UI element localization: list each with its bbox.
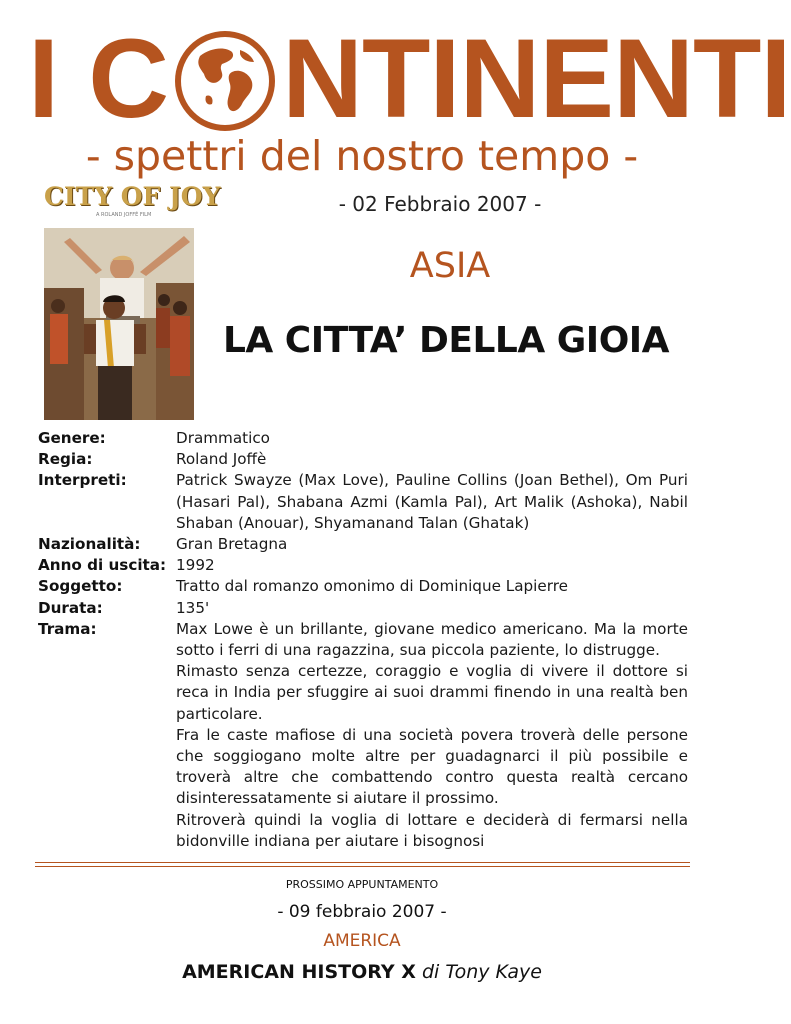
movie-poster-image [44, 228, 194, 420]
genere-value: Drammatico [176, 429, 270, 447]
title-left: I C [28, 16, 169, 141]
poster-logo-text: CITY OF JOY [44, 182, 221, 211]
regia-label: Regia: [38, 450, 93, 469]
interpreti-label: Interpreti: [38, 471, 127, 490]
trama-label: Trama: [38, 619, 97, 638]
nazionalita-label: Nazionalità: [38, 535, 141, 554]
next-film-title: AMERICAN HISTORY X [182, 961, 416, 983]
anno-value: 1992 [176, 556, 215, 575]
detail-row-regia [38, 449, 688, 470]
trama-paragraph: Ritroverà quindi la voglia di lottare e deciderà di fermarsi nella bidonville indiana per aiutare i bisognosi [176, 810, 688, 850]
title-right: NTINENTI [282, 16, 791, 141]
page-title [28, 16, 791, 141]
interpreti-value: Patrick Swayze (Max Love), Pauline Collins (Joan Bethel), Om Puri (Hasari Pal), Shabana Azmi (Kamla Pal), Art Malik (Ashoka), Nabil Shaban (Anouar), Shyamanand Talan (Ghatak) [176, 471, 688, 532]
detail-row-genere [38, 428, 688, 449]
trama-value [176, 619, 688, 852]
next-film-director: Tony Kaye [445, 961, 542, 983]
event-date: - 02 Febbraio 2007 - [338, 192, 542, 216]
durata-value: 135' [176, 598, 210, 617]
durata-label: Durata: [38, 598, 103, 617]
soggetto-label: Soggetto: [38, 577, 123, 596]
detail-row-anno [38, 555, 688, 576]
nazionalita-value: Gran Bretagna [176, 535, 288, 554]
trama-paragraph: Fra le caste mafiose di una società povera troverà delle persone che soggiogano molte altre per guadagnarci il più possibile e troverà altre che combattendo contro questa realtà cercano disinteressatamente si aiutare il prossimo. [176, 725, 688, 808]
film-details [38, 428, 688, 852]
globe-icon [170, 26, 280, 136]
poster-logo-subtitle: A ROLAND JOFFÉ FILM [96, 212, 152, 218]
soggetto-value: Tratto dal romanzo omonimo di Dominique Lapierre [176, 577, 568, 596]
detail-row-nazionalita [38, 534, 688, 555]
poster-logo [44, 182, 221, 223]
film-title: LA CITTA’ DELLA GIOIA [222, 320, 670, 361]
detail-row-interpreti [38, 470, 688, 534]
detail-row-trama [38, 619, 688, 852]
next-appointment-continent: AMERICA [323, 931, 401, 951]
next-appointment-date: - 09 febbraio 2007 - [277, 902, 447, 922]
trama-paragraph: Rimasto senza certezze, coraggio e voglia di vivere il dottore si reca in India per sfuggire ai suoi drammi finendo in una realtà ben particolare. [176, 662, 688, 723]
anno-label: Anno di uscita: [38, 556, 167, 575]
divider [35, 862, 690, 867]
genere-label: Genere: [38, 429, 106, 447]
event-continent: ASIA [409, 246, 491, 286]
next-appointment-label: PROSSIMO APPUNTAMENTO [285, 878, 439, 891]
detail-row-soggetto [38, 576, 688, 597]
trama-paragraph: Max Lowe è un brillante, giovane medico americano. Ma la morte sotto i ferri di una ragazzina, sua piccola paziente, lo distrugge. [176, 619, 688, 660]
regia-value: Roland Joffè [176, 450, 267, 469]
detail-row-durata [38, 598, 688, 619]
next-film-di: di [421, 961, 440, 983]
next-appointment-film [112, 957, 612, 987]
page-subtitle: - spettri del nostro tempo - [85, 132, 639, 180]
